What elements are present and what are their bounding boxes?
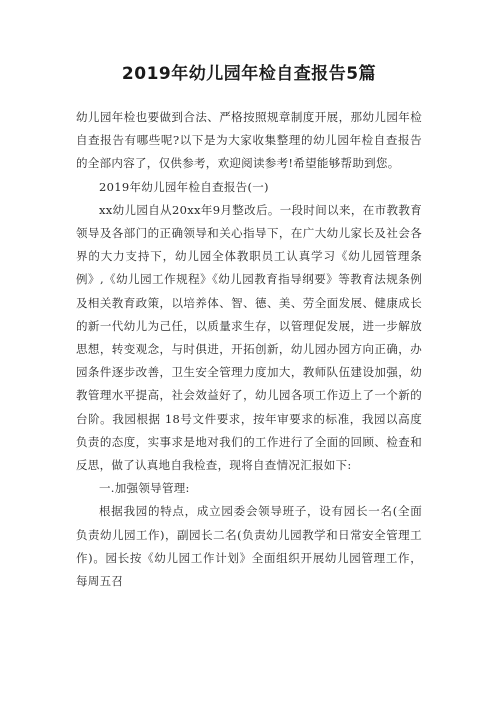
subsection-heading: 一.加强领导管理:: [99, 481, 190, 496]
body-paragraph: 根据我园的特点，成立园委会领导班子，设有园长一名(全面负责幼儿园工作)，副园长二名(负责幼儿园教学和日常安全管理工作)。园长按《幼儿园工作计划》全面组织开展幼儿园管理工作，每周五召: [76, 504, 422, 589]
body-paragraph: xx幼儿园自从20xx年9月整改后。一段时间以来，在市教教育领导及各部门的正确领导和关心指导下，在广大幼儿家长及社会各界的大力支持下，幼儿园全体教职员工认真学习《幼儿园管理条例》,《幼儿园工作规程》《幼儿园教育指导纲要》等教育法规条例及相关教育政策，以培养体、智、德、美、劳全面发展、健康成长的新一代幼儿为己任，以质量求生存，以管理促发展，进一步解放思想，转变观念，与时俱进，开拓创新，幼儿园办园方向正确，办园条件逐步改善，卫生安全管理力度加大，教师队伍建设加强，幼教管理水平提高，社会效益好了，幼儿园各项工作迈上了一个新的台阶。我园根据 18号文件要求，按年审要求的标准，我园以高度负责的态度，实事求是地对我们的工作进行了全面的回顾、检查和反思，做了认真地自我检查，现将自查情况汇报如下:: [76, 202, 422, 473]
section-heading: 2019年幼儿园年检自查报告(一): [99, 179, 269, 194]
intro-paragraph: 幼儿园年检也要做到合法、严格按照规章制度开展，那幼儿园年检自查报告有哪些呢?以下是为大家收集整理的幼儿园年检自查报告的全部内容了，仅供参考，欢迎阅读参考!希望能够帮助到您。: [76, 110, 422, 171]
document-title: 2019年幼儿园年检自查报告5篇: [121, 64, 377, 84]
document-body: [76, 106, 422, 593]
